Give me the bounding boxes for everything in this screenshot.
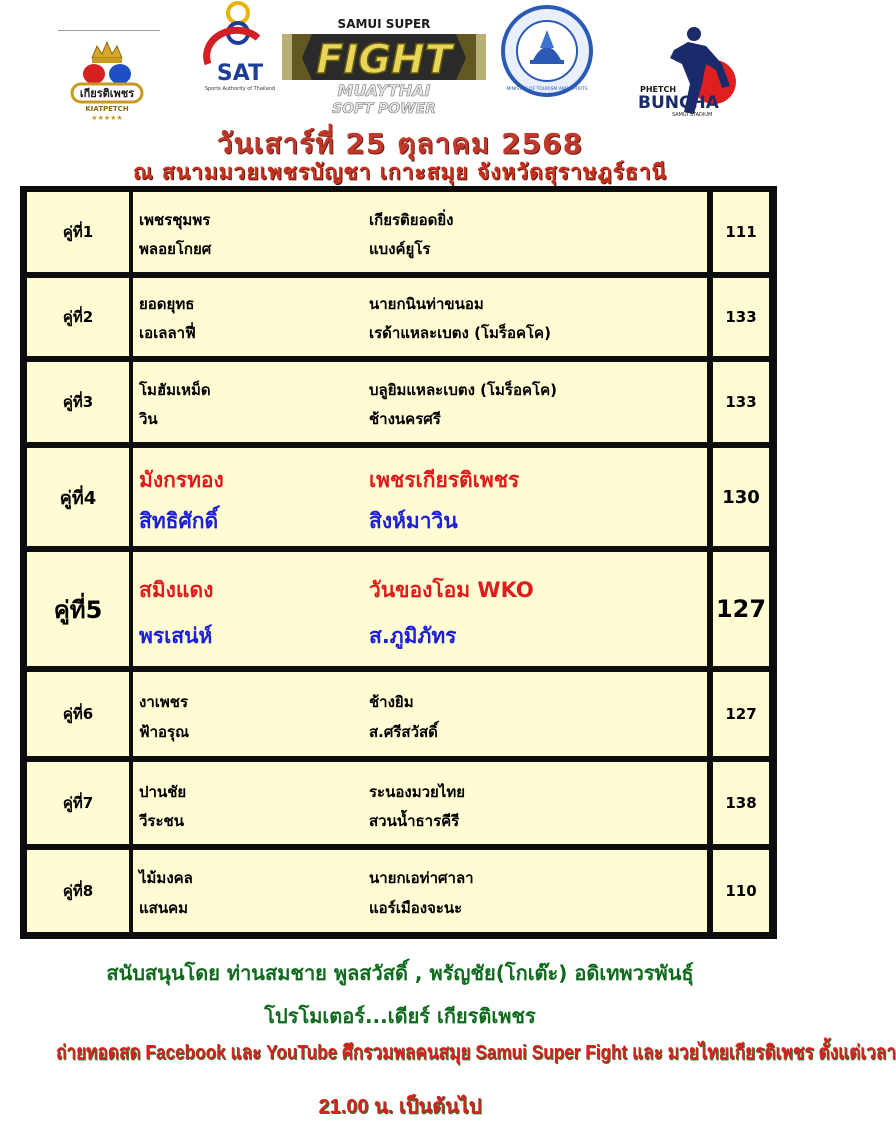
- kiatpetch-logo-thai: เกียรติเพชร: [79, 87, 135, 100]
- blue-corner-fighter-1: เกียรติยอดยิ่ง: [369, 211, 454, 229]
- blue-corner-fighter-2: สิงห์มาวิน: [369, 509, 458, 533]
- bout-row: [24, 669, 773, 759]
- soft-power-text: SOFT POWER: [332, 101, 436, 117]
- blue-corner-fighter-1: นายกนินท่าขนอม: [369, 295, 484, 313]
- bout-label: คู่ที่6: [27, 672, 129, 756]
- live-broadcast-line-2: 21.00 น. เป็นต้นไป: [318, 1096, 482, 1118]
- red-corner-fighter-2: สิทธิศักดิ์: [139, 509, 219, 533]
- header-divider-line: [58, 30, 160, 31]
- red-corner-fighter-1: ไม้มงคล: [139, 869, 193, 887]
- red-corner-fighter-1: งาเพชร: [139, 693, 188, 711]
- event-venue-title: ณ สนามมวยเพชรบัญชา เกาะสมุย จังหวัดสุราษฎร์ธานี: [133, 160, 667, 184]
- ministry-of-tourism-logo: [500, 4, 594, 98]
- bout-fighters: [133, 672, 707, 756]
- red-corner-fighter-1: มังกรทอง: [139, 468, 224, 492]
- bout-weight: 127: [713, 552, 769, 666]
- bout-weight: 133: [713, 278, 769, 356]
- samui-super-fight-logo: [282, 8, 486, 120]
- red-corner-fighter-2: แสนคม: [139, 899, 188, 917]
- bout-fighters: [133, 192, 707, 272]
- bout-fighters: [133, 278, 707, 356]
- blue-corner-fighter-1: ระนองมวยไทย: [369, 783, 466, 801]
- bout-label: คู่ที่4: [27, 448, 129, 546]
- blue-corner-fighter-1: นายกเอท่าศาลา: [369, 869, 474, 887]
- bout-row: [24, 847, 773, 935]
- bout-label: คู่ที่7: [27, 762, 129, 844]
- muaythai-text: MUAYTHAI: [337, 81, 431, 100]
- red-corner-fighter-2: วิน: [139, 410, 158, 428]
- promoter-line: โปรโมเตอร์...เดียร์ เกียรติเพชร: [264, 1004, 536, 1028]
- samui-super-text: SAMUI SUPER: [337, 17, 431, 31]
- blue-corner-fighter-2: ส.ศรีสวัสดิ์: [369, 723, 438, 741]
- bout-label: คู่ที่2: [27, 278, 129, 356]
- blue-corner-fighter-1: บลูยิมแหละเบตง (โมร็อคโค): [369, 381, 557, 399]
- blue-corner-fighter-2: แอร์เมืองจะนะ: [369, 899, 463, 917]
- red-corner-fighter-1: สมิงแดง: [139, 578, 214, 602]
- bout-fighters: [133, 362, 707, 442]
- red-corner-fighter-1: โมฮัมเหม็ด: [139, 381, 211, 399]
- bout-fighters: [133, 850, 707, 932]
- blue-corner-fighter-2: ส.ภูมิภัทร: [369, 624, 457, 648]
- bout-label: คู่ที่8: [27, 850, 129, 932]
- red-corner-fighter-2: พรเสน่ห์: [139, 624, 213, 648]
- event-date-title: วันเสาร์ที่ 25 ตุลาคม 2568: [216, 127, 584, 160]
- bout-weight: 133: [713, 362, 769, 442]
- blue-corner-fighter-2: ช้างนครศรี: [369, 410, 441, 428]
- red-corner-fighter-1: ปานชัย: [139, 783, 187, 801]
- live-broadcast-line-1: ถ่ายทอดสด Facebook และ YouTube ศึกรวมพลคนสมุย Samui Super Fight และ มวยไทยเกียรติเพชร ตั้งแต่เวลา: [56, 1042, 896, 1064]
- blue-corner-fighter-2: สวนน้ำธารคีรี: [369, 812, 460, 830]
- bout-weight: 111: [713, 192, 769, 272]
- kiatpetch-logo: [64, 38, 150, 122]
- sat-logo: [198, 0, 280, 94]
- blue-corner-fighter-1: วันของโอม WKO: [369, 578, 534, 602]
- bout-fighters: [133, 552, 707, 666]
- fight-text: FIGHT: [316, 37, 452, 83]
- ministry-logo-text: MINISTRY OF TOURISM AND SPORTS: [506, 87, 588, 92]
- buncha-text: BUNCHA: [638, 93, 719, 113]
- bout-row: [24, 549, 773, 669]
- bout-fighters: [133, 448, 707, 546]
- phetch-text: PHETCH: [640, 85, 677, 94]
- bout-row: [24, 445, 773, 549]
- bout-weight: 130: [713, 448, 769, 546]
- bout-row: [24, 359, 773, 445]
- red-corner-fighter-2: พลอยโกยศ: [139, 240, 212, 258]
- fight-card-table: [20, 186, 777, 939]
- blue-corner-fighter-1: ช้างยิม: [369, 693, 414, 711]
- bout-label: คู่ที่1: [27, 192, 129, 272]
- bout-fighters: [133, 762, 707, 844]
- bout-row: [24, 275, 773, 359]
- svg-text:★★★★★: ★★★★★: [91, 114, 123, 122]
- phetch-buncha-logo: [636, 24, 756, 118]
- sat-logo-text: SAT: [216, 61, 264, 86]
- red-corner-fighter-1: เพชรชุมพร: [139, 211, 211, 229]
- bout-row: [24, 759, 773, 847]
- blue-corner-fighter-2: เรด้าแหละเบตง (โมร็อคโค): [369, 324, 551, 342]
- sponsor-line: สนับสนุนโดย ท่านสมชาย พูลสวัสดิ์ , พรัญชัย(โกเต๊ะ) อดิเทพวรพันธุ์: [106, 961, 694, 985]
- red-corner-fighter-2: ฟ้าอรุณ: [139, 723, 190, 741]
- bout-weight: 138: [713, 762, 769, 844]
- bout-label: คู่ที่3: [27, 362, 129, 442]
- bout-weight: 127: [713, 672, 769, 756]
- kiatpetch-logo-en: KIATPETCH: [85, 105, 129, 113]
- red-corner-fighter-2: เอเลลาฟี่: [139, 324, 196, 342]
- samui-stadium-text: SAMUI STADIUM: [672, 112, 713, 118]
- red-corner-fighter-2: วีระชน: [139, 812, 184, 830]
- blue-corner-fighter-1: เพชรเกียรติเพชร: [369, 468, 520, 492]
- bout-row: [24, 189, 773, 275]
- red-corner-fighter-1: ยอดยุทธ: [139, 295, 195, 313]
- bout-weight: 110: [713, 850, 769, 932]
- bout-label: คู่ที่5: [27, 552, 129, 666]
- sat-logo-subtitle: Sports Authority of Thailand: [204, 86, 276, 92]
- blue-corner-fighter-2: แบงค์ยูโร: [369, 240, 431, 258]
